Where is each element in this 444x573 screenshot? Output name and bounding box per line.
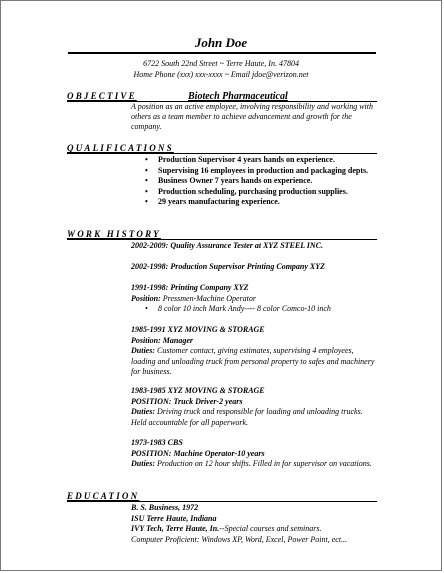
position-label: POSITION:	[131, 396, 172, 406]
job-title: 1985-1991 XYZ MOVING & STORAGE	[131, 325, 265, 334]
education-degree: B. S. Business, 1972	[131, 503, 199, 512]
bullet-icon: •	[145, 155, 148, 164]
ivy-school: IVY Tech, Terre Haute, In.	[131, 524, 220, 533]
job-subitem	[131, 304, 381, 315]
job-entry	[131, 438, 381, 470]
education-school: ISU Terre Haute, Indiana	[131, 513, 217, 523]
position-value: Pressmen-Machine Operator	[162, 293, 257, 303]
bullet-icon: •	[145, 176, 148, 185]
duties-text: Customer contact, giving estimates, supervising 4 employees, loading and unloading truck from personal property to safes and machinery for business.	[131, 346, 375, 376]
duties-label: Duties:	[131, 407, 155, 416]
work-history-heading: WORK HISTORY	[67, 229, 161, 239]
education-heading: EDUCATION	[67, 491, 140, 501]
position-label: Position:	[131, 293, 161, 303]
job-position	[131, 397, 381, 408]
job-entry	[131, 262, 381, 273]
objective-title: Biotech Pharmaceutical	[188, 91, 288, 102]
job-duties	[131, 346, 376, 378]
bullet-icon: •	[145, 186, 148, 196]
work-history-rule	[67, 239, 377, 240]
qualifications-rule	[67, 153, 377, 154]
contact-line: Home Phone (xxx) xxx-xxxx ~ Email jdoe@verizon.net	[133, 70, 309, 79]
qualification-text: Supervising 16 employees in production and packaging depts.	[158, 165, 369, 175]
address-line: 6722 South 22nd Street ~ Terre Haute, In. 47804	[143, 59, 299, 68]
position-label: POSITION:	[131, 448, 172, 458]
job-title: 1983-1985 XYZ MOVING & STORAGE	[131, 386, 265, 395]
duties-label: Duties:	[131, 346, 155, 355]
job-entry	[131, 386, 381, 428]
list-item	[131, 176, 371, 187]
objective-text: A position as an active employee, involving responsibility and working with others as a team member to achieve advancement and growth for the company.	[131, 102, 373, 131]
education-ivy	[131, 524, 391, 535]
position-value: Manager	[162, 335, 194, 345]
qualifications-list	[131, 155, 371, 208]
job-entry	[131, 283, 381, 315]
job-position	[131, 449, 381, 460]
qualifications-heading: QUALIFICATIONS	[67, 143, 174, 153]
job-title: 2002-1998: Production Supervisor Printing Company XYZ	[131, 262, 326, 271]
position-value: Machine Operator-10 years	[173, 448, 265, 458]
job-duties	[131, 407, 376, 428]
position-label: Position:	[131, 335, 161, 345]
ivy-note: --Special courses and seminars.	[219, 524, 322, 533]
education-rule	[67, 501, 377, 502]
job-title: 1973-1983 CBS	[131, 438, 183, 447]
duties-text: Production on 12 hour shifts. Filled in for supervisor on vacations.	[157, 459, 372, 468]
list-item	[131, 187, 371, 198]
job-position	[131, 294, 381, 305]
job-entry	[131, 241, 381, 252]
job-title: 1991-1998: Printing Company XYZ	[131, 283, 249, 292]
job-entry	[131, 325, 381, 378]
duties-text: Driving truck and responsible for loading and unloading trucks. Held accountable for all paperwork.	[131, 407, 363, 427]
qualification-text: Production Supervisor 4 years hands on experience.	[158, 155, 335, 164]
duties-label: Duties:	[131, 459, 155, 468]
header-rule	[68, 52, 376, 54]
bullet-icon: •	[145, 197, 148, 206]
education-block	[131, 503, 391, 545]
qualification-text: Business Owner 7 years hands on experience.	[158, 176, 313, 185]
position-value: Truck Driver-2 years	[173, 396, 243, 406]
applicant-name: John Doe	[194, 35, 248, 50]
objective-heading: OBJECTIVE	[67, 91, 137, 101]
list-item	[131, 197, 371, 208]
job-title: 2002-2009: Quality Assurance Tester at XYZ STEEL INC.	[131, 241, 324, 250]
bullet-icon: •	[145, 304, 148, 313]
list-item	[131, 155, 371, 166]
job-subitem-text: 8 color 10 inch Mark Andy---- 8 color Comco-10 inch	[158, 304, 331, 313]
qualification-text: Production scheduling, purchasing production supplies.	[158, 186, 348, 196]
bullet-icon: •	[145, 165, 148, 175]
computer-skills: Computer Proficient: Windows XP, Word, Excel, Power Point, ect...	[131, 534, 348, 544]
job-position	[131, 336, 381, 347]
qualification-text: 29 years manufacturing experience.	[158, 197, 280, 206]
list-item	[131, 166, 371, 177]
job-duties	[131, 459, 376, 470]
